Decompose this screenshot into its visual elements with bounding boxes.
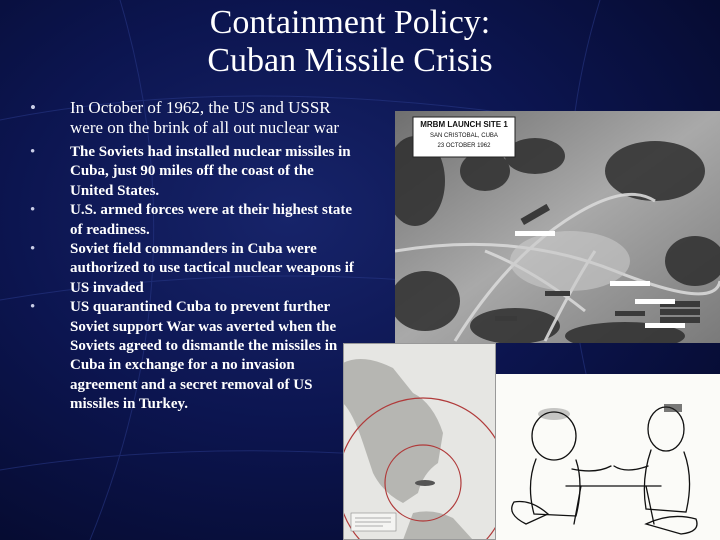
photo-sign [413,119,515,151]
bullet-dot-icon: • [30,202,36,219]
photo-sign-line-2: SAN CRISTOBAL, CUBA [430,133,498,139]
bullet-item [30,143,360,201]
bullet-item [30,240,360,298]
political-cartoon-image [496,374,720,540]
bullet-dot-icon: • [30,299,36,316]
political-cartoon [496,374,720,540]
slide-title-line-2: Cuban Missile Crisis [207,42,493,79]
missile-range-map-image [343,343,496,540]
slide-title [100,4,600,80]
photo-sign-line-1: MRBM LAUNCH SITE 1 [420,120,508,129]
bullet-text: Soviet field commanders in Cuba were authorized to use tactical nuclear weapons if US invaded [70,241,354,296]
missile-range-map [343,343,496,540]
bullet-dot-icon: • [30,241,36,258]
slide-title-line-1: Containment Policy: [209,4,491,41]
bullet-text: US quarantined Cuba to prevent further Soviet support War was averted when the Soviets agreed to dismantle the missiles in Cuba in exchange for a no invasion agreement and a secret removal of US missiles in Turkey. [70,299,338,413]
bullet-item [30,298,360,414]
bullet-text: U.S. armed forces were at their highest state of readiness. [70,202,353,238]
bullet-item [30,98,360,137]
bullet-item [30,201,360,240]
bullet-dot-icon: • [30,144,36,160]
bullet-list [30,98,360,415]
bullet-dot-icon: • [30,98,36,117]
photo-sign-line-3: 23 OCTOBER 1962 [437,143,491,149]
bullet-text: In October of 1962, the US and USSR were on the brink of all out nuclear war [70,98,340,137]
bullet-text: The Soviets had installed nuclear missiles in Cuba, just 90 miles off the coast of the United States. [70,144,351,199]
reconnaissance-photo [395,111,720,343]
